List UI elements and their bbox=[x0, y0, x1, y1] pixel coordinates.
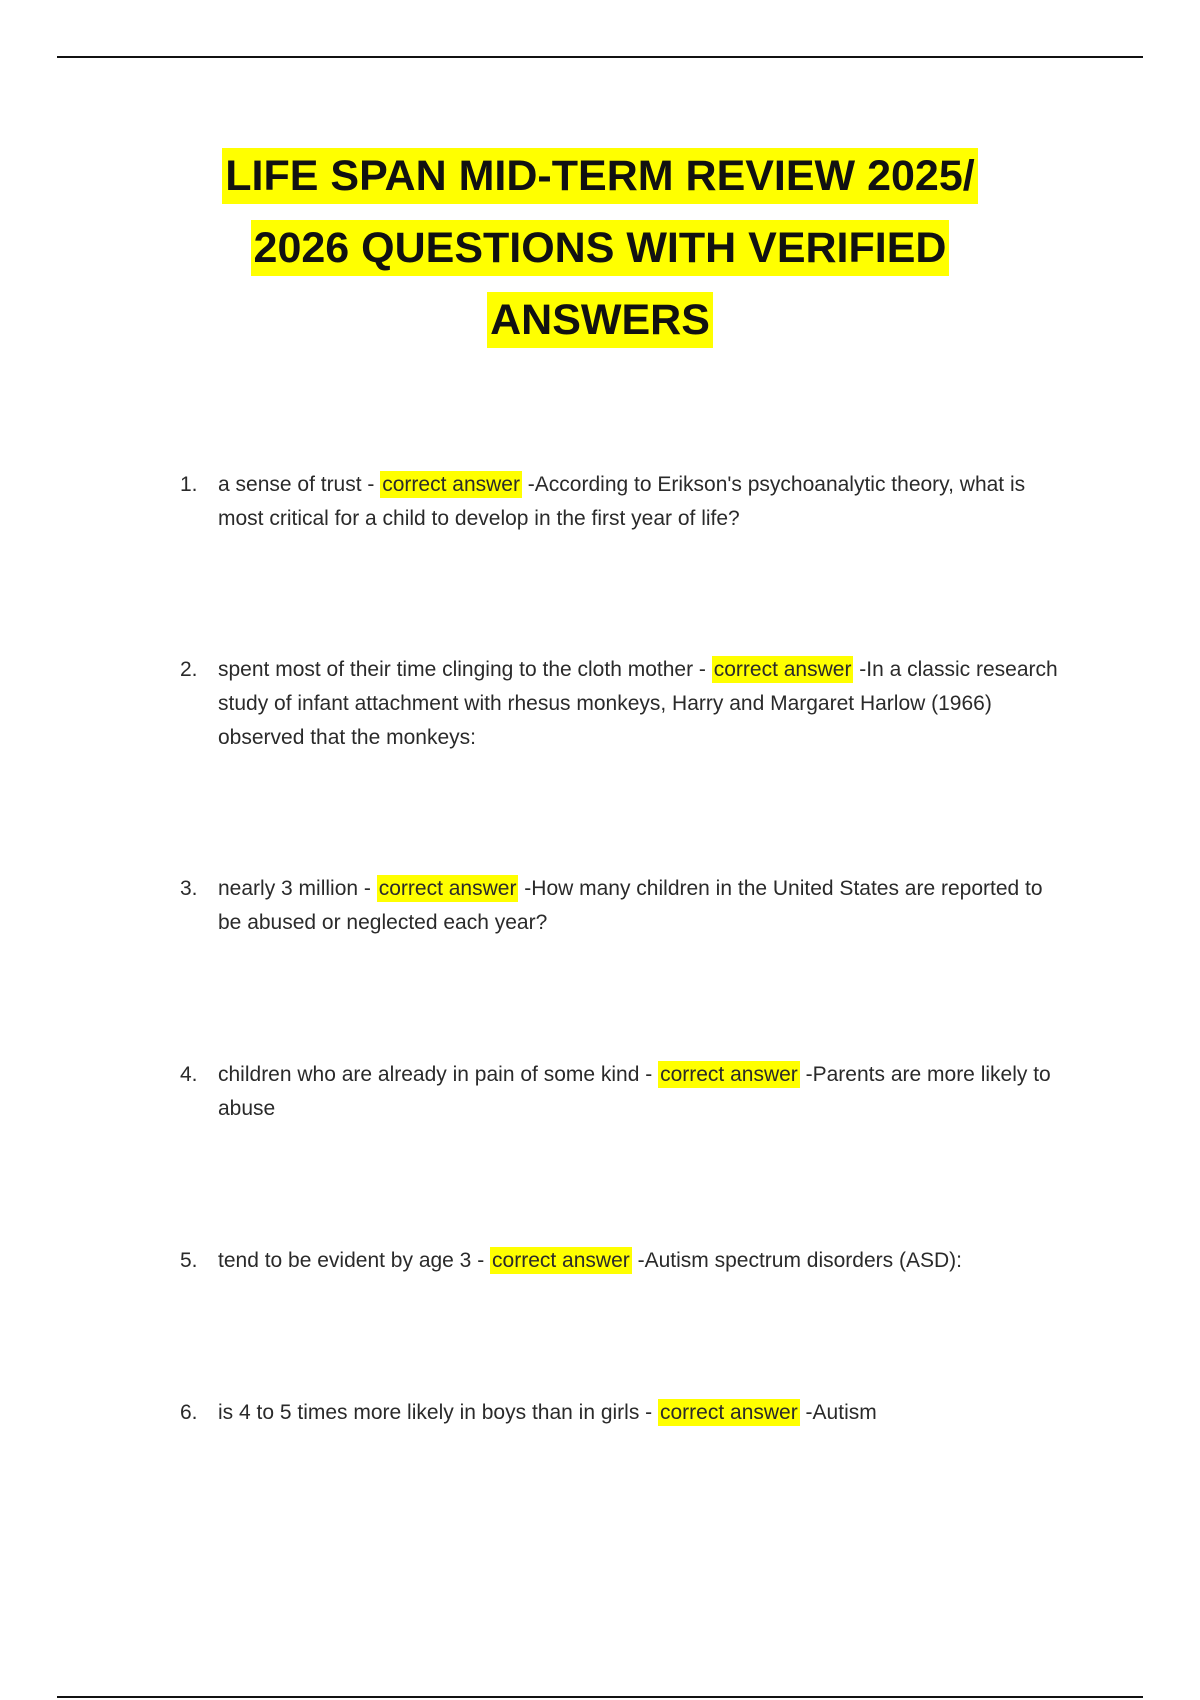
correct-answer-label: correct answer bbox=[660, 1063, 798, 1086]
item-answer: a sense of trust - bbox=[218, 473, 381, 496]
top-rule bbox=[57, 56, 1143, 58]
qa-item-2 bbox=[180, 653, 1070, 755]
correct-answer-label: correct answer bbox=[660, 1401, 798, 1424]
item-answer: is 4 to 5 times more likely in boys than in girls - bbox=[218, 1401, 658, 1424]
item-number: 2. bbox=[180, 658, 198, 681]
document-title bbox=[150, 140, 1050, 356]
item-number: 1. bbox=[180, 473, 198, 496]
item-question: -In a classic research study of infant attachment with rhesus monkeys, Harry and Margaret Harlow (1966) observed that the monkeys: bbox=[218, 658, 1058, 749]
item-question: -Autism spectrum disorders (ASD): bbox=[631, 1249, 962, 1272]
item-text bbox=[218, 468, 1070, 536]
item-number: 3. bbox=[180, 877, 198, 900]
item-number: 6. bbox=[180, 1401, 198, 1424]
item-answer: children who are already in pain of some kind - bbox=[218, 1063, 659, 1086]
item-number: 5. bbox=[180, 1249, 198, 1272]
bottom-rule bbox=[57, 1696, 1143, 1698]
correct-answer-label: correct answer bbox=[378, 877, 517, 900]
item-question: -Autism bbox=[799, 1401, 877, 1424]
item-answer: nearly 3 million - bbox=[218, 877, 377, 900]
title-line-3: ANSWERS bbox=[487, 292, 713, 348]
item-text bbox=[218, 1058, 1070, 1126]
item-answer: tend to be evident by age 3 - bbox=[218, 1249, 491, 1272]
item-answer: spent most of their time clinging to the cloth mother - bbox=[218, 658, 712, 681]
title-line-2: 2026 QUESTIONS WITH VERIFIED bbox=[251, 220, 950, 276]
item-text bbox=[218, 872, 1070, 940]
item-number: 4. bbox=[180, 1063, 198, 1086]
item-text bbox=[218, 653, 1070, 755]
item-text bbox=[218, 1396, 1070, 1430]
qa-item-5 bbox=[180, 1244, 1070, 1278]
qa-item-1 bbox=[180, 468, 1070, 536]
item-question: -According to Erikson's psychoanalytic theory, what is most critical for a child to develop in the first year of life? bbox=[218, 473, 1026, 530]
item-question: -How many children in the United States are reported to be abused or neglected each year? bbox=[218, 877, 1043, 934]
title-line-1: LIFE SPAN MID-TERM REVIEW 2025/ bbox=[222, 148, 977, 204]
qa-item-6 bbox=[180, 1396, 1070, 1430]
qa-item-3 bbox=[180, 872, 1070, 940]
correct-answer-label: correct answer bbox=[713, 658, 852, 681]
item-question: -Parents are more likely to abuse bbox=[218, 1063, 1051, 1120]
correct-answer-label: correct answer bbox=[492, 1249, 630, 1272]
qa-item-4 bbox=[180, 1058, 1070, 1126]
item-text bbox=[218, 1244, 1070, 1278]
correct-answer-label: correct answer bbox=[382, 473, 520, 496]
